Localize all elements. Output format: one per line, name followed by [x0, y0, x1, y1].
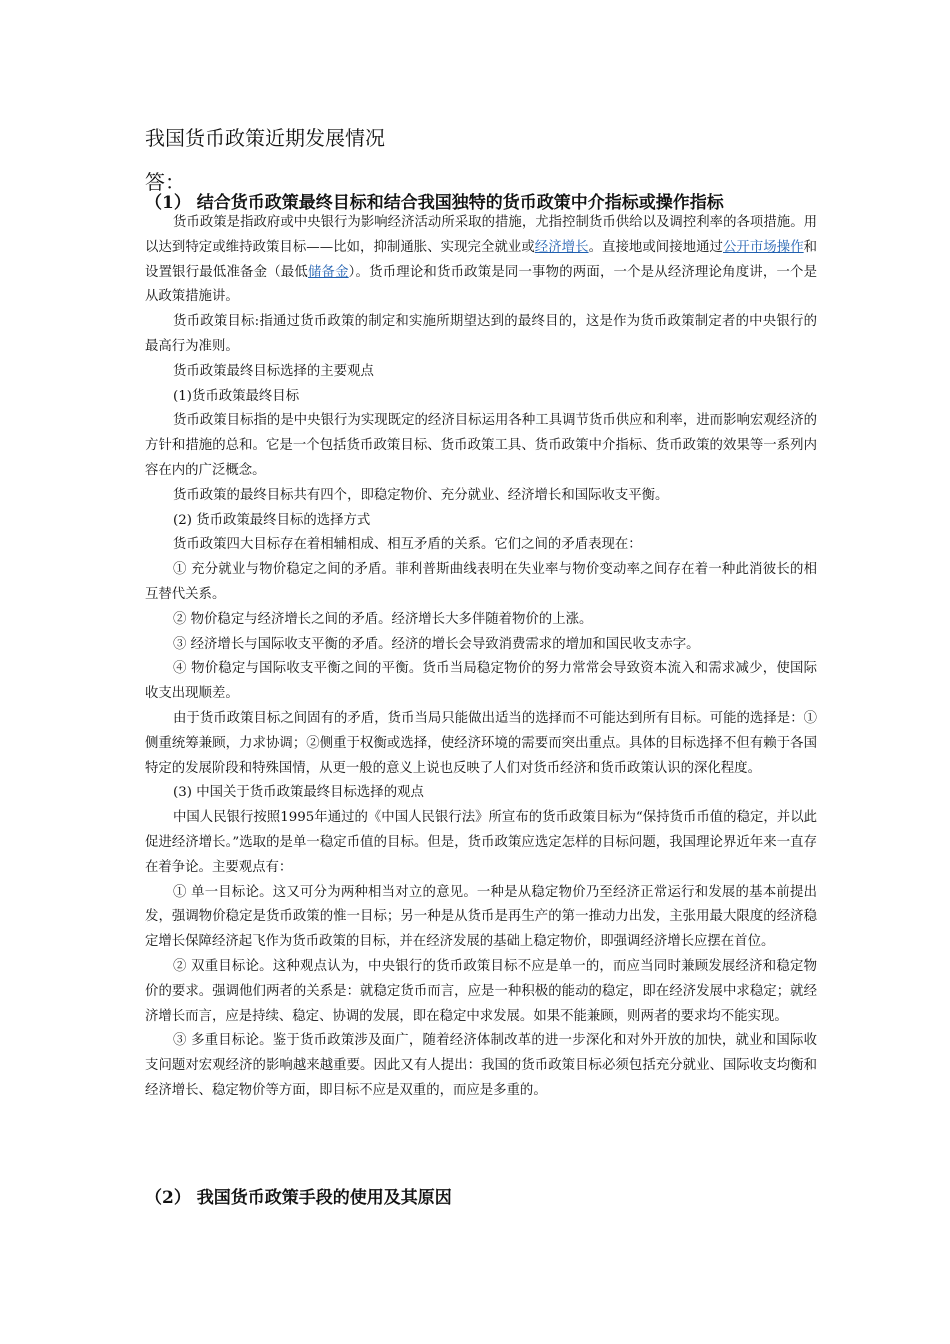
section-heading-2: （2） 我国货币政策手段的使用及其原因: [145, 1188, 452, 1208]
paragraph: ③ 多重目标论。鉴于货币政策涉及面广，随着经济体制改革的进一步深化和对外开放的加快，就业和国际收支问题对宏观经济的影响越来越重要。因此又有人提出：我国的货币政策目标必须包括充分就业、国际收支均衡和经济增长、稳定物价等方面，即目标不应是双重的，而应是多重的。: [145, 1033, 817, 1098]
paragraph-text: ）。货币理论和货币政策是同一事物的两面，一个是从经济理论角度讲，一个是从政策措施讲。: [145, 264, 817, 305]
paragraph-text: 和设置银行最低准备金（最低: [145, 239, 818, 280]
paragraph: 货币政策四大目标存在着相辅相成、相互矛盾的关系。它们之间的矛盾表现在：: [173, 537, 642, 553]
paragraph: 中国人民银行按照1995年通过的《中国人民银行法》所宣布的货币政策目标为“保持货币币值的稳定，并以此促进经济增长。”选取的是单一稳定币值的目标。但是，货币政策应选定怎样的目标问题，我国理论界近年来一直存在着争论。主要观点有：: [145, 810, 817, 875]
paragraph: ④ 物价稳定与国际收支平衡之间的平衡。货币当局稳定物价的努力常常会导致资本流入和需求减少，使国际收支出现顺差。: [145, 661, 817, 702]
answer-label: 答：: [145, 170, 185, 194]
paragraph: 货币政策的最终目标共有四个，即稳定物价、充分就业、经济增长和国际收支平衡。: [173, 487, 669, 503]
paragraph: 货币政策目标:指通过货币政策的制定和实施所期望达到的最终目的，这是作为货币政策制定者的中央银行的最高行为准则。: [145, 314, 817, 354]
paragraph-text: 货币政策是指政府或中央银行为影响经济活动所采取的措施，尤指控制货币供给以及调控利率的各项措施。用以达到特定或维持政策目标——比如，抑制通胀、实现完全就业或: [145, 215, 817, 255]
paragraph: ③ 经济增长与国际收支平衡的矛盾。经济的增长会导致消费需求的增加和国民收支赤字。: [173, 636, 700, 652]
document-body: [145, 211, 817, 1104]
paragraph: ② 物价稳定与经济增长之间的矛盾。经济增长大多伴随着物价的上涨。: [173, 611, 593, 627]
paragraph: [145, 211, 817, 310]
paragraph: 货币政策最终目标选择的主要观点: [173, 363, 374, 379]
section-heading-1: （1） 结合货币政策最终目标和结合我国独特的货币政策中介指标或操作指标: [145, 193, 724, 213]
paragraph: 货币政策目标指的是中央银行为实现既定的经济目标运用各种工具调节货币供应和利率，进而影响宏观经济的方针和措施的总和。它是一个包括货币政策目标、货币政策工具、货币政策中介指标、货币政策的效果等一系列内容在内的广泛概念。: [145, 413, 817, 478]
link-reserve[interactable]: 储备金: [307, 264, 349, 280]
link-open-market-operations[interactable]: 公开市场操作: [722, 239, 804, 255]
paragraph: (1)货币政策最终目标: [173, 388, 300, 404]
paragraph: (3) 中国关于货币政策最终目标选择的观点: [173, 785, 424, 801]
paragraph: 由于货币政策目标之间固有的矛盾，货币当局只能做出适当的选择而不可能达到所有目标。可能的选择是：①侧重统筹兼顾，力求协调；②侧重于权衡或选择，使经济环境的需要而突出重点。具体的目标选择不但有赖于各国特定的发展阶段和特殊国情，从更一般的意义上说也反映了人们对货币经济和货币政策认识的深化程度。: [145, 710, 817, 776]
paragraph: ① 充分就业与物价稳定之间的矛盾。菲利普斯曲线表明在失业率与物价变动率之间存在着一种此消彼长的相互替代关系。: [145, 562, 817, 602]
paragraph-text: 。直接地或间接地通过: [588, 239, 723, 255]
paragraph: ① 单一目标论。这又可分为两种相当对立的意见。一种是从稳定物价乃至经济正常运行和发展的基本前提出发，强调物价稳定是货币政策的惟一目标；另一种是从货币是再生产的第一推动力出发，主张用最大限度的经济稳定增长保障经济起飞作为货币政策的目标，并在经济发展的基础上稳定物价，即强调经济增长应摆在首位。: [145, 884, 817, 950]
paragraph: ② 双重目标论。这种观点认为，中央银行的货币政策目标不应是单一的，而应当同时兼顾发展经济和稳定物价的要求。强调他们两者的关系是：就稳定货币而言，应是一种积极的能动的稳定，即在经济发展中求稳定；就经济增长而言，应是持续、稳定、协调的发展，即在稳定中求发展。如果不能兼顾，则两者的要求均不能实现。: [145, 958, 817, 1024]
link-economic-growth[interactable]: 经济增长: [534, 239, 589, 255]
paragraph: (2) 货币政策最终目标的选择方式: [173, 512, 371, 528]
document-title: 我国货币政策近期发展情况: [145, 126, 385, 150]
